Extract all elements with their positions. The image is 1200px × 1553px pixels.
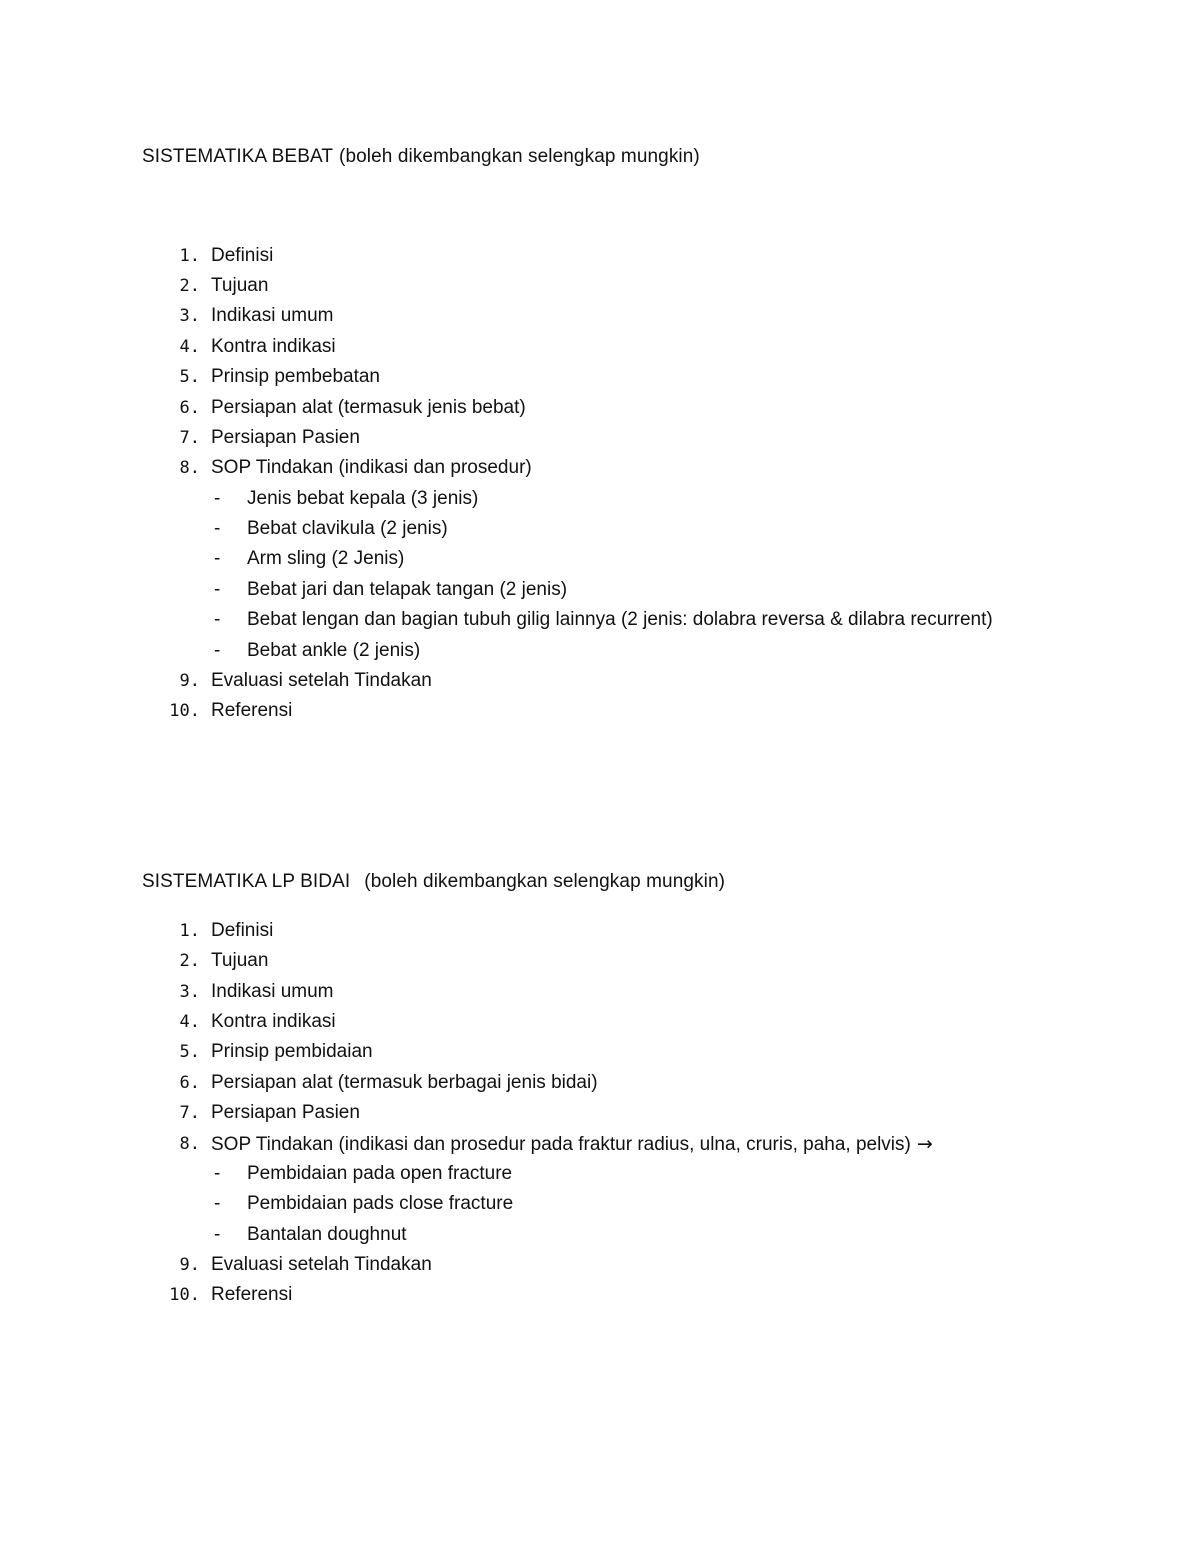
heading-title: SISTEMATIKA LP BIDAI	[142, 871, 351, 892]
list-number: 3.	[179, 306, 200, 326]
right-arrow-icon: →	[916, 1133, 933, 1155]
list-number: 3.	[179, 982, 200, 1002]
list-label: Kontra indikasi	[211, 1011, 336, 1032]
heading-note: (boleh dikembangkan selengkap mungkin)	[364, 871, 726, 892]
list-label: Definisi	[211, 920, 274, 941]
list-number: 7.	[179, 428, 200, 448]
list-label: Prinsip pembebatan	[211, 366, 380, 387]
list-number: 1.	[179, 246, 200, 266]
list-number: 8.	[179, 458, 200, 478]
dash-bullet: -	[214, 579, 221, 600]
list-number: 4.	[179, 1012, 200, 1032]
section-heading-bidai	[142, 870, 725, 894]
list-label-text: SOP Tindakan (indikasi dan prosedur pada fraktur radius, ulna, cruris, paha, pelvis)	[211, 1134, 911, 1155]
dash-bullet: -	[214, 1163, 221, 1184]
list-number: 1.	[179, 921, 200, 941]
list-number: 2.	[179, 276, 200, 296]
sub-list-label: Arm sling (2 Jenis)	[247, 548, 405, 569]
dash-bullet: -	[214, 518, 221, 539]
dash-bullet: -	[214, 488, 221, 509]
section-heading-bebat	[142, 145, 700, 169]
list-number: 9.	[179, 1255, 200, 1275]
list-number: 2.	[179, 951, 200, 971]
list-label: Indikasi umum	[211, 305, 334, 326]
sub-list-label: Bantalan doughnut	[247, 1224, 407, 1245]
dash-bullet: -	[214, 1224, 221, 1245]
list-number: 5.	[179, 1042, 200, 1062]
sub-list-label: Bebat jari dan telapak tangan (2 jenis)	[247, 579, 568, 600]
list-label: Evaluasi setelah Tindakan	[211, 670, 432, 691]
sub-list-label: Jenis bebat kepala (3 jenis)	[247, 488, 479, 509]
dash-bullet: -	[214, 548, 221, 569]
list-number: 10.	[169, 701, 200, 721]
dash-bullet: -	[214, 1193, 221, 1214]
list-label: Persiapan Pasien	[211, 1102, 360, 1123]
list-label: Referensi	[211, 700, 293, 721]
heading-title: SISTEMATIKA BEBAT	[142, 146, 334, 167]
dash-bullet: -	[214, 609, 221, 630]
list-label: Evaluasi setelah Tindakan	[211, 1254, 432, 1275]
list-label: Definisi	[211, 245, 274, 266]
list-number: 7.	[179, 1103, 200, 1123]
list-number: 6.	[179, 1073, 200, 1093]
list-label: Tujuan	[211, 275, 269, 296]
list-label: Tujuan	[211, 950, 269, 971]
sub-list-label: Bebat clavikula (2 jenis)	[247, 518, 448, 539]
list-label: Kontra indikasi	[211, 336, 336, 357]
sub-list-label: Pembidaian pads close fracture	[247, 1193, 514, 1214]
list-number: 5.	[179, 367, 200, 387]
list-label: Persiapan alat (termasuk jenis bebat)	[211, 397, 526, 418]
list-label: Persiapan Pasien	[211, 427, 360, 448]
list-number: 9.	[179, 671, 200, 691]
list-number: 4.	[179, 337, 200, 357]
list-label	[211, 1129, 933, 1160]
list-number: 6.	[179, 398, 200, 418]
list-label: Prinsip pembidaian	[211, 1041, 373, 1062]
sub-list-label: Bebat ankle (2 jenis)	[247, 640, 421, 661]
list-number: 10.	[169, 1285, 200, 1305]
list-label: Indikasi umum	[211, 981, 334, 1002]
dash-bullet: -	[214, 640, 221, 661]
list-label: SOP Tindakan (indikasi dan prosedur)	[211, 457, 532, 478]
list-number: 8.	[179, 1134, 200, 1154]
heading-note: (boleh dikembangkan selengkap mungkin)	[339, 146, 700, 167]
sub-list-label: Bebat lengan dan bagian tubuh gilig lainnya (2 jenis: dolabra reversa & dilabra recurrent)	[247, 609, 993, 630]
list-label: Persiapan alat (termasuk berbagai jenis bidai)	[211, 1072, 598, 1093]
sub-list-label: Pembidaian pada open fracture	[247, 1163, 513, 1184]
list-label: Referensi	[211, 1284, 293, 1305]
